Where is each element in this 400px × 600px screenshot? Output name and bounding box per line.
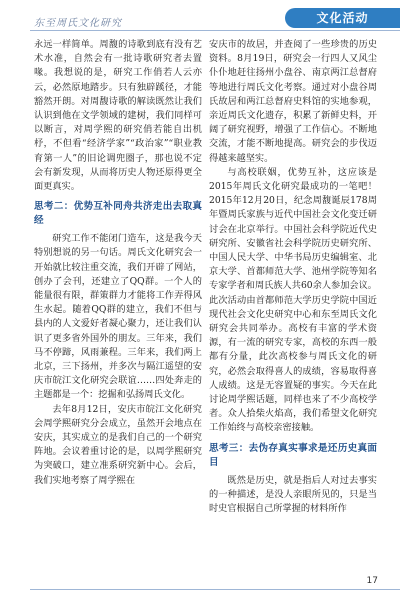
left-paragraph-1: 永远一样简单。周馥的诗歌到底有没有艺术水准，自然会有一批诗歌研究者去置喙。我想说的是，研究工作俏若人云亦云，必然原地踏步。只有独辟蹊径，才能豁然开朗。对周馥诗歌的解读既然让我们认识到他在文学领域的建树，我们同样可以断言，对周学熙的研究俏若能自出机杼，不但看“经济学家”“政治家”“职业教育第一人”的旧论调兜圈子，那也说不定会有新发现，从而将历史人物还原得更全面更真实。 [34, 39, 202, 193]
header-brand: 东至周氏文化研究 [34, 18, 122, 29]
left-column [34, 38, 202, 488]
page-number: 17 [366, 576, 378, 586]
section-tag: 文化活动 [285, 8, 400, 28]
right-paragraph-1: 安庆市的故居，并查阅了一些珍贵的历史资料。8月19日，研究会一行四人又风尘仆仆地赶往扬州小盘谷、南京两江总督府等地进行周氏文化考察。通过对小盘谷周氏故居和两江总督府史料馆的实地参观，亲近周氏文化遗存，积累了新鲜史料，开阔了研究视野，增强了工作信心。不断地交流，才能不断地提高。研究会的步伐迈得越来越坚实。 [209, 39, 377, 164]
section-heading-3: 思考三：去伪存真实事求是还历史真面目 [209, 442, 377, 468]
header-divider [30, 30, 400, 31]
right-column [209, 38, 377, 516]
section-heading-2: 思考二：优势互补同舟共济走出去取真经 [34, 201, 202, 227]
right-paragraph-2: 与高校联姻，优势互补，这应该是2015年周氏文化研究最成功的一笔吧！2015年12月20日，纪念周馥诞辰178周年暨周氏家族与近代中国社会文化变迁研讨会在北京举行。中国社会科学院近代史研究所、安徽省社会科学院历史研究所、中国人民大学、中华书局历史编辑室、北京大学、首都师范大学、池州学院等知名专家学者和周氏族人共60余人参加会议。此次活动由首都师范大学历史学院中国近现代社会文化史研究中心和东至周氏文化研究会共同举办。高校有丰富的学术资源，有一流的研究专家，高校的东西一般都有分量，此次高校参与周氏文化的研究，必然会取得喜人的成绩，容易取得喜人成绩。这是无容置疑的事实。今天在此讨论周学熙话题，同样也来了不少高校学者。众人拾柴火焰高，我们希望文化研究工作始终与高校亲密接触。 [209, 166, 377, 434]
left-paragraph-2: 研究工作不能闭门造车，这是我今天特别想说的另一句话。周氏文化研究会一开始就比较注重交流，我们开辟了网站，创办了会刊，还建立了QQ群。一个人的能量很有限，群策群力才能将工作弄得风生水起。随着QQ群的建立，我们不但与县内的人文爱好者凝心聚力，还让我们认识了更多省外国外的朋友。三年来，我们马不停蹄，风雨兼程。三年来，我们两上北京，三下扬州，并多次与隔江遥望的安庆市皖江文化研究会联谊……四处奔走的主题都是一个：挖掘和弘扬周氏文化。 [34, 233, 202, 401]
footer-divider [30, 589, 400, 590]
left-paragraph-3: 去年8月12日，安庆市皖江文化研究会周学熙研究分会成立，虽然开会地点在安庆，其实成立的是我们自己的一个研究阵地。会议着重讨论的是，以周学熙研究为突破口，建立准系研究新中心。会后，我们实地考察了周学熙在 [34, 403, 202, 486]
right-paragraph-3: 既然是历史，就是指后人对过去事实的一种描述，是没人亲眼所见的，只是当时史官根据自己所掌握的材料所作 [209, 474, 377, 515]
